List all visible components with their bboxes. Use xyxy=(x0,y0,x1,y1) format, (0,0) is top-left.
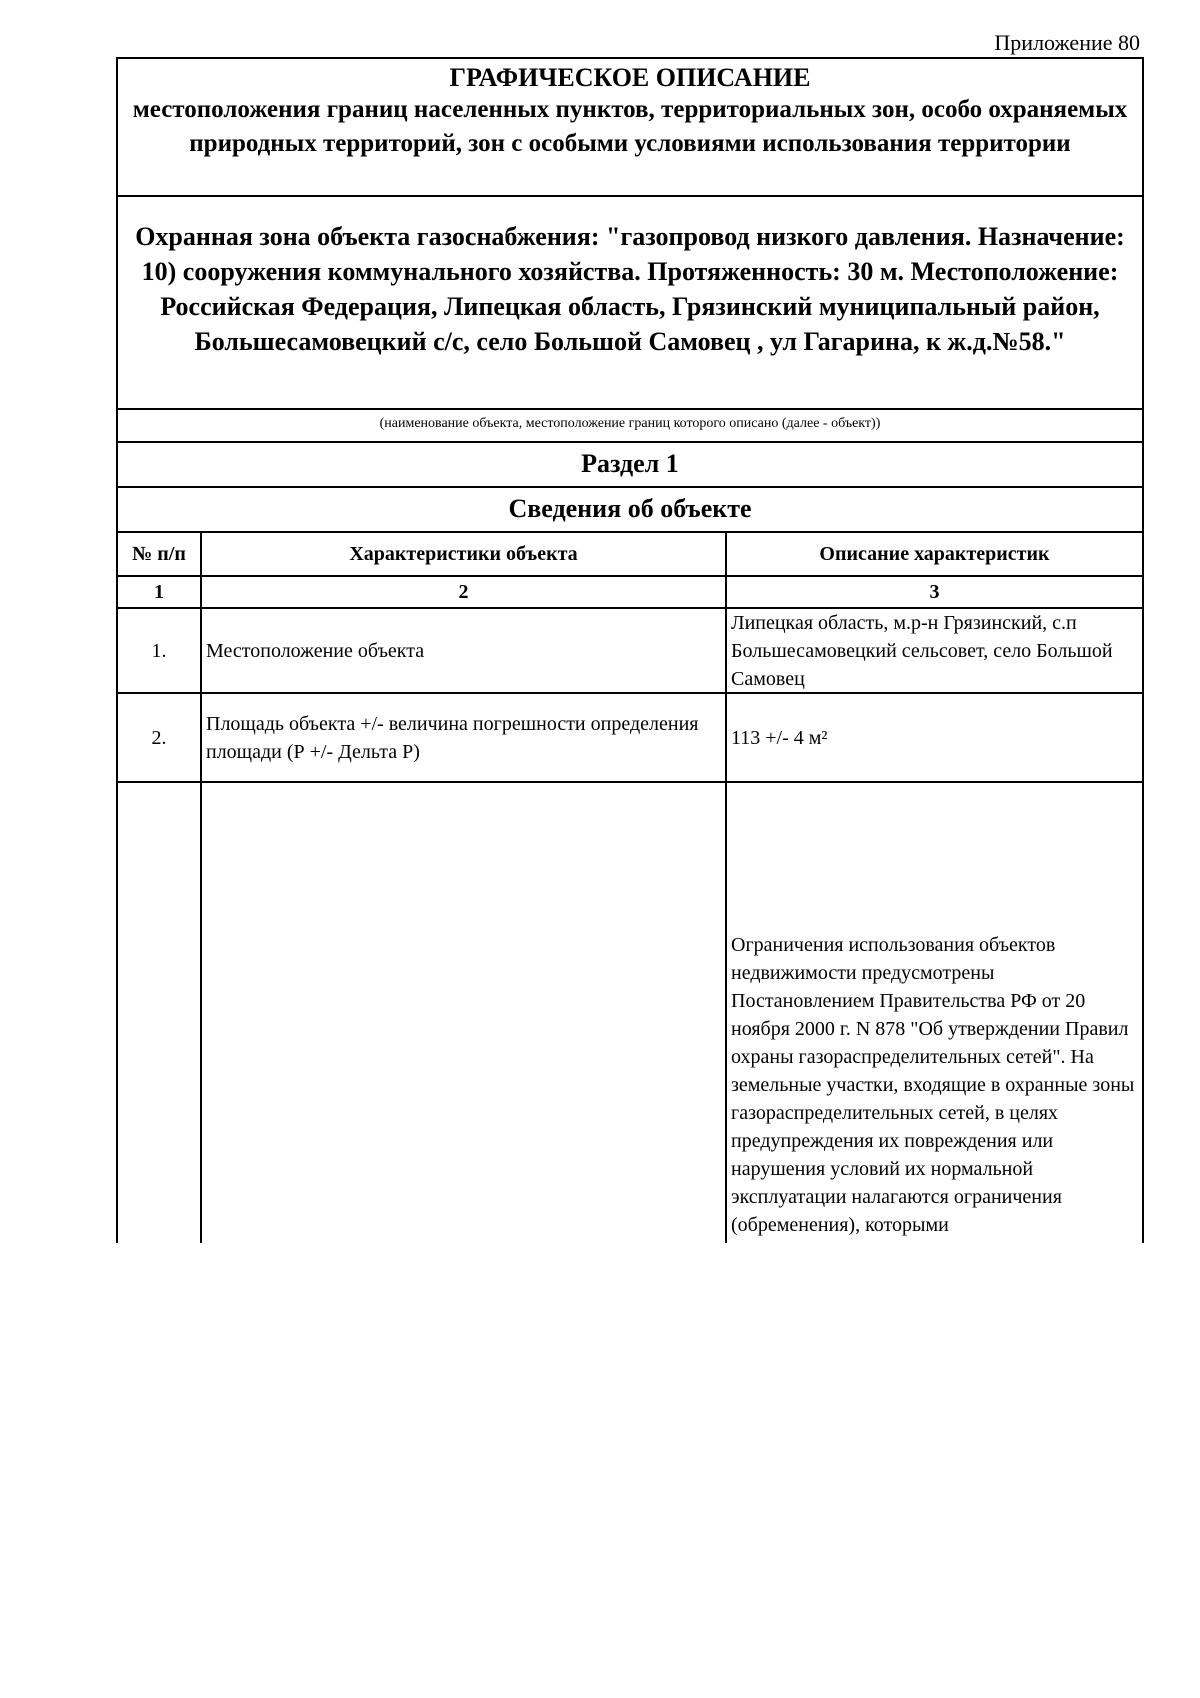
header-description: Описание характеристик xyxy=(819,542,1050,565)
section-title: Сведения об объекте xyxy=(118,488,1142,533)
document-subtitle: местоположения границ населенных пунктов, территориальных зон, особо охраняемых природных территорий, зон с особыми условиями использования территории xyxy=(132,96,1128,157)
object-name-caption: (наименование объекта, местоположение границ которого описано (далее - объект)) xyxy=(118,410,1142,443)
row-description: Липецкая область, м.р-н Грязинский, с.п Большесамовецкий сельсовет, село Большой Самовец xyxy=(731,611,1113,690)
column-number-3: 3 xyxy=(929,580,940,603)
row-number: 1. xyxy=(118,609,202,692)
row-characteristic: Местоположение объекта xyxy=(202,609,727,692)
object-name: Охранная зона объекта газоснабжения: "газопровод низкого давления. Назначение: 10) сооружения коммунального хозяйства. Протяженность: 30 м. Местоположение: Российская Федерация, Липецкая область, Грязинский муниципальный район, Большесамовецкий с/с, село Большой Самовец , ул Гагарина, к ж.д.№58." xyxy=(118,197,1142,410)
table-header-row xyxy=(118,533,1142,577)
document-frame xyxy=(116,57,1144,1243)
title-block xyxy=(118,57,1142,197)
header-number: № п/п xyxy=(118,533,202,575)
appendix-label: Приложение 80 xyxy=(994,30,1140,55)
table-column-numbers-row xyxy=(118,577,1142,609)
header-characteristic: Характеристики объекта xyxy=(202,533,727,575)
row-description: 113 +/- 4 м² xyxy=(731,726,828,749)
document-title: ГРАФИЧЕСКОЕ ОПИСАНИЕ xyxy=(449,63,811,92)
row-number: 2. xyxy=(118,694,202,781)
row-description: Ограничения использования объектов недвижимости предусмотрены Постановлением Правительства РФ от 20 ноября 2000 г. N 878 "Об утверждении Правил охраны газораспределительных сетей". На земельные участки, входящие в охранные зоны газораспределительных сетей, в целях предупреждения их повреждения или нарушения условий их нормальной эксплуатации налагаются ограничения (обременения), которыми xyxy=(731,934,1135,1236)
table-row xyxy=(118,694,1142,783)
column-number-2: 2 xyxy=(202,577,727,607)
row-number xyxy=(118,783,202,1243)
row-characteristic xyxy=(202,783,727,1243)
table-row xyxy=(118,609,1142,694)
table-row xyxy=(118,783,1142,1243)
column-number-1: 1 xyxy=(118,577,202,607)
section-number: Раздел 1 xyxy=(118,443,1142,488)
row-characteristic: Площадь объекта +/- величина погрешности определения площади (Р +/- Дельта Р) xyxy=(202,694,727,781)
